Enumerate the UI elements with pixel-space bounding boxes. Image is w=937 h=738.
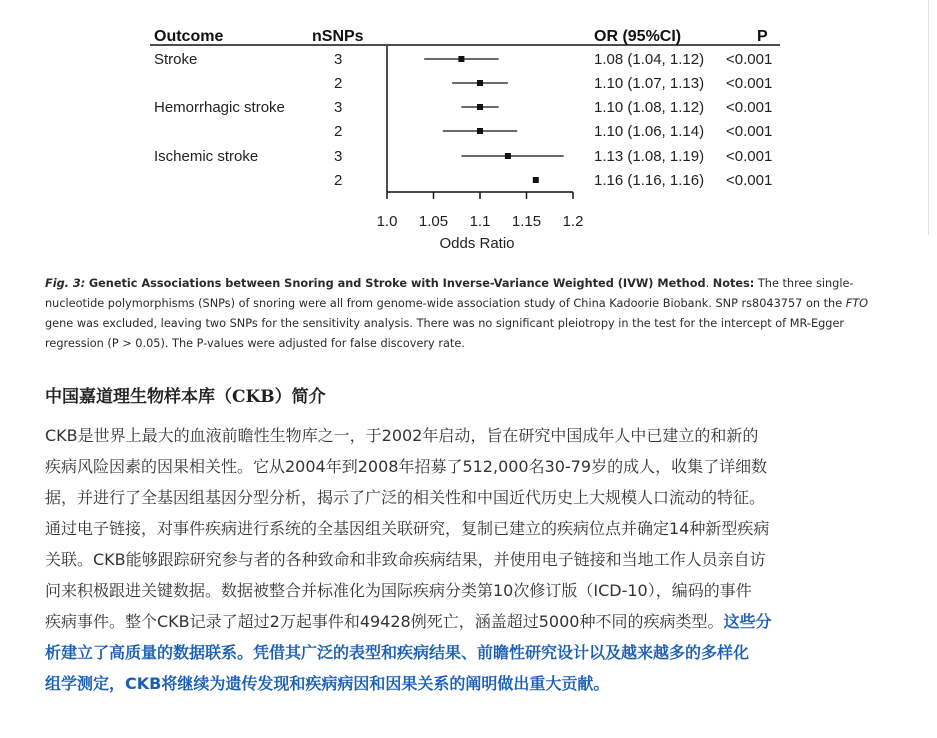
header-nsnps: nSNPs [312, 28, 364, 45]
header-outcome: Outcome [154, 28, 224, 45]
notes-label: Notes: [712, 277, 755, 290]
tick-label: 1.2 [562, 213, 584, 230]
section-heading: 中国嘉道理生物样本库（CKB）简介 [45, 387, 326, 407]
highlight-line: 组学测定，CKB将继续为遗传发现和疾病病因和因果关系的阐明做出重大贡献。 [45, 674, 610, 693]
x-axis-ticks [387, 192, 573, 199]
point-estimate [477, 128, 483, 134]
p-value: <0.001 [726, 172, 773, 189]
nsnps-value: 2 [334, 123, 343, 140]
outcome-label: Hemorrhagic stroke [154, 99, 285, 116]
point-estimate [477, 104, 483, 110]
nsnps-value: 3 [334, 148, 343, 165]
p-value: <0.001 [726, 148, 773, 165]
point-estimate [505, 153, 511, 159]
outcome-label: Stroke [154, 51, 198, 68]
p-value: <0.001 [726, 123, 773, 140]
forest-plot [0, 0, 937, 265]
figure-title: Genetic Associations between Snoring and Stroke with Inverse-Variance Weighted (IVW) Method [88, 277, 706, 290]
caption-text: The three single-nucleotide polymorphisms (SNPs) of snoring were all from genome-wide association study of China Kadoorie Biobank. SNP rs8043757 on the [45, 277, 854, 310]
p-value: <0.001 [726, 51, 773, 68]
nsnps-value: 3 [334, 51, 343, 68]
point-estimate [458, 56, 464, 62]
nsnps-value: 3 [334, 99, 343, 116]
tick-label: 1.05 [418, 213, 449, 230]
article-line: 据，并进行了全基因组基因分型分析，揭示了广泛的相关性和中国近代历史上大规模人口流动的特征。 [45, 488, 766, 507]
figure-caption: Fig. 3: Genetic Associations between Snoring and Stroke with Inverse-Variance Weighted (IVW) Method. Notes: The three single-nucleotide polymorphisms (SNPs) of snoring were all from genome-wide association study of China Kadoorie Biobank. SNP rs8043757 on the FTO gene was excluded, leaving two SNPs for the sensitivity analysis. There was no significant pleiotropy in the test for the intercept of MR-Egger regression (P > 0.05). The P-values were adjusted for false discovery rate. [45, 277, 869, 350]
header-or: OR (95%CI) [594, 28, 682, 45]
or-ci-value: 1.16 (1.16, 1.16) [594, 172, 705, 189]
or-ci-value: 1.10 (1.07, 1.13) [594, 75, 705, 92]
or-ci-value: 1.13 (1.08, 1.19) [594, 148, 705, 165]
caption-text: gene was excluded, leaving two SNPs for the sensitivity analysis. There was no significant pleiotropy in the test for the intercept of MR-Egger regression (P > 0.05). The P-values were adjusted for false discovery rate. [45, 317, 845, 350]
outcome-label: Ischemic stroke [154, 148, 259, 165]
article-text: 疾病事件。整个CKB记录了超过2万起事件和49428例死亡，涵盖超过5000种不同的疾病类型。 [45, 612, 724, 631]
highlight-line: 析建立了高质量的数据联系。凭借其广泛的表型和疾病结果、前瞻性研究设计以及越来越多的多样化 [45, 643, 750, 662]
or-ci-value: 1.10 (1.06, 1.14) [594, 123, 705, 140]
nsnps-value: 2 [334, 172, 343, 189]
tick-label: 1.15 [511, 213, 542, 230]
x-axis-label: Odds Ratio [439, 235, 515, 252]
or-ci-value: 1.10 (1.08, 1.12) [594, 99, 705, 116]
article-body [45, 420, 895, 699]
article-line [45, 606, 895, 637]
highlight-text: 这些分 [723, 612, 772, 631]
article-line: 关联。CKB能够跟踪研究参与者的各种致命和非致命疾病结果，并使用电子链接和当地工作人员亲自访 [45, 550, 766, 569]
gene-name: FTO [845, 297, 869, 310]
header-p: P [757, 28, 768, 45]
p-value: <0.001 [726, 99, 773, 116]
tick-label: 1.0 [376, 213, 398, 230]
article-line: 通过电子链接，对事件疾病进行系统的全基因组关联研究，复制已建立的疾病位点并确定14种新型疾病 [45, 519, 770, 538]
article-line: 疾病风险因素的因果相关性。它从2004年到2008年招募了512,000名30-79岁的成人，收集了详细数 [45, 457, 768, 476]
forest-marks [424, 56, 564, 183]
point-estimate [533, 177, 539, 183]
tick-label: 1.1 [469, 213, 491, 230]
point-estimate [477, 80, 483, 86]
article-line: CKB是世界上最大的血液前瞻性生物库之一，于2002年启动，旨在研究中国成年人中已建立的和新的 [45, 426, 759, 445]
scroll-indicator [928, 0, 937, 235]
article-line: 问来积极跟进关键数据。数据被整合并标准化为国际疾病分类第10次修订版（ICD-10），编码的事件 [45, 581, 752, 600]
p-value: <0.001 [726, 75, 773, 92]
or-ci-value: 1.08 (1.04, 1.12) [594, 51, 705, 68]
figure-label: Fig. 3: [45, 277, 86, 290]
nsnps-value: 2 [334, 75, 343, 92]
